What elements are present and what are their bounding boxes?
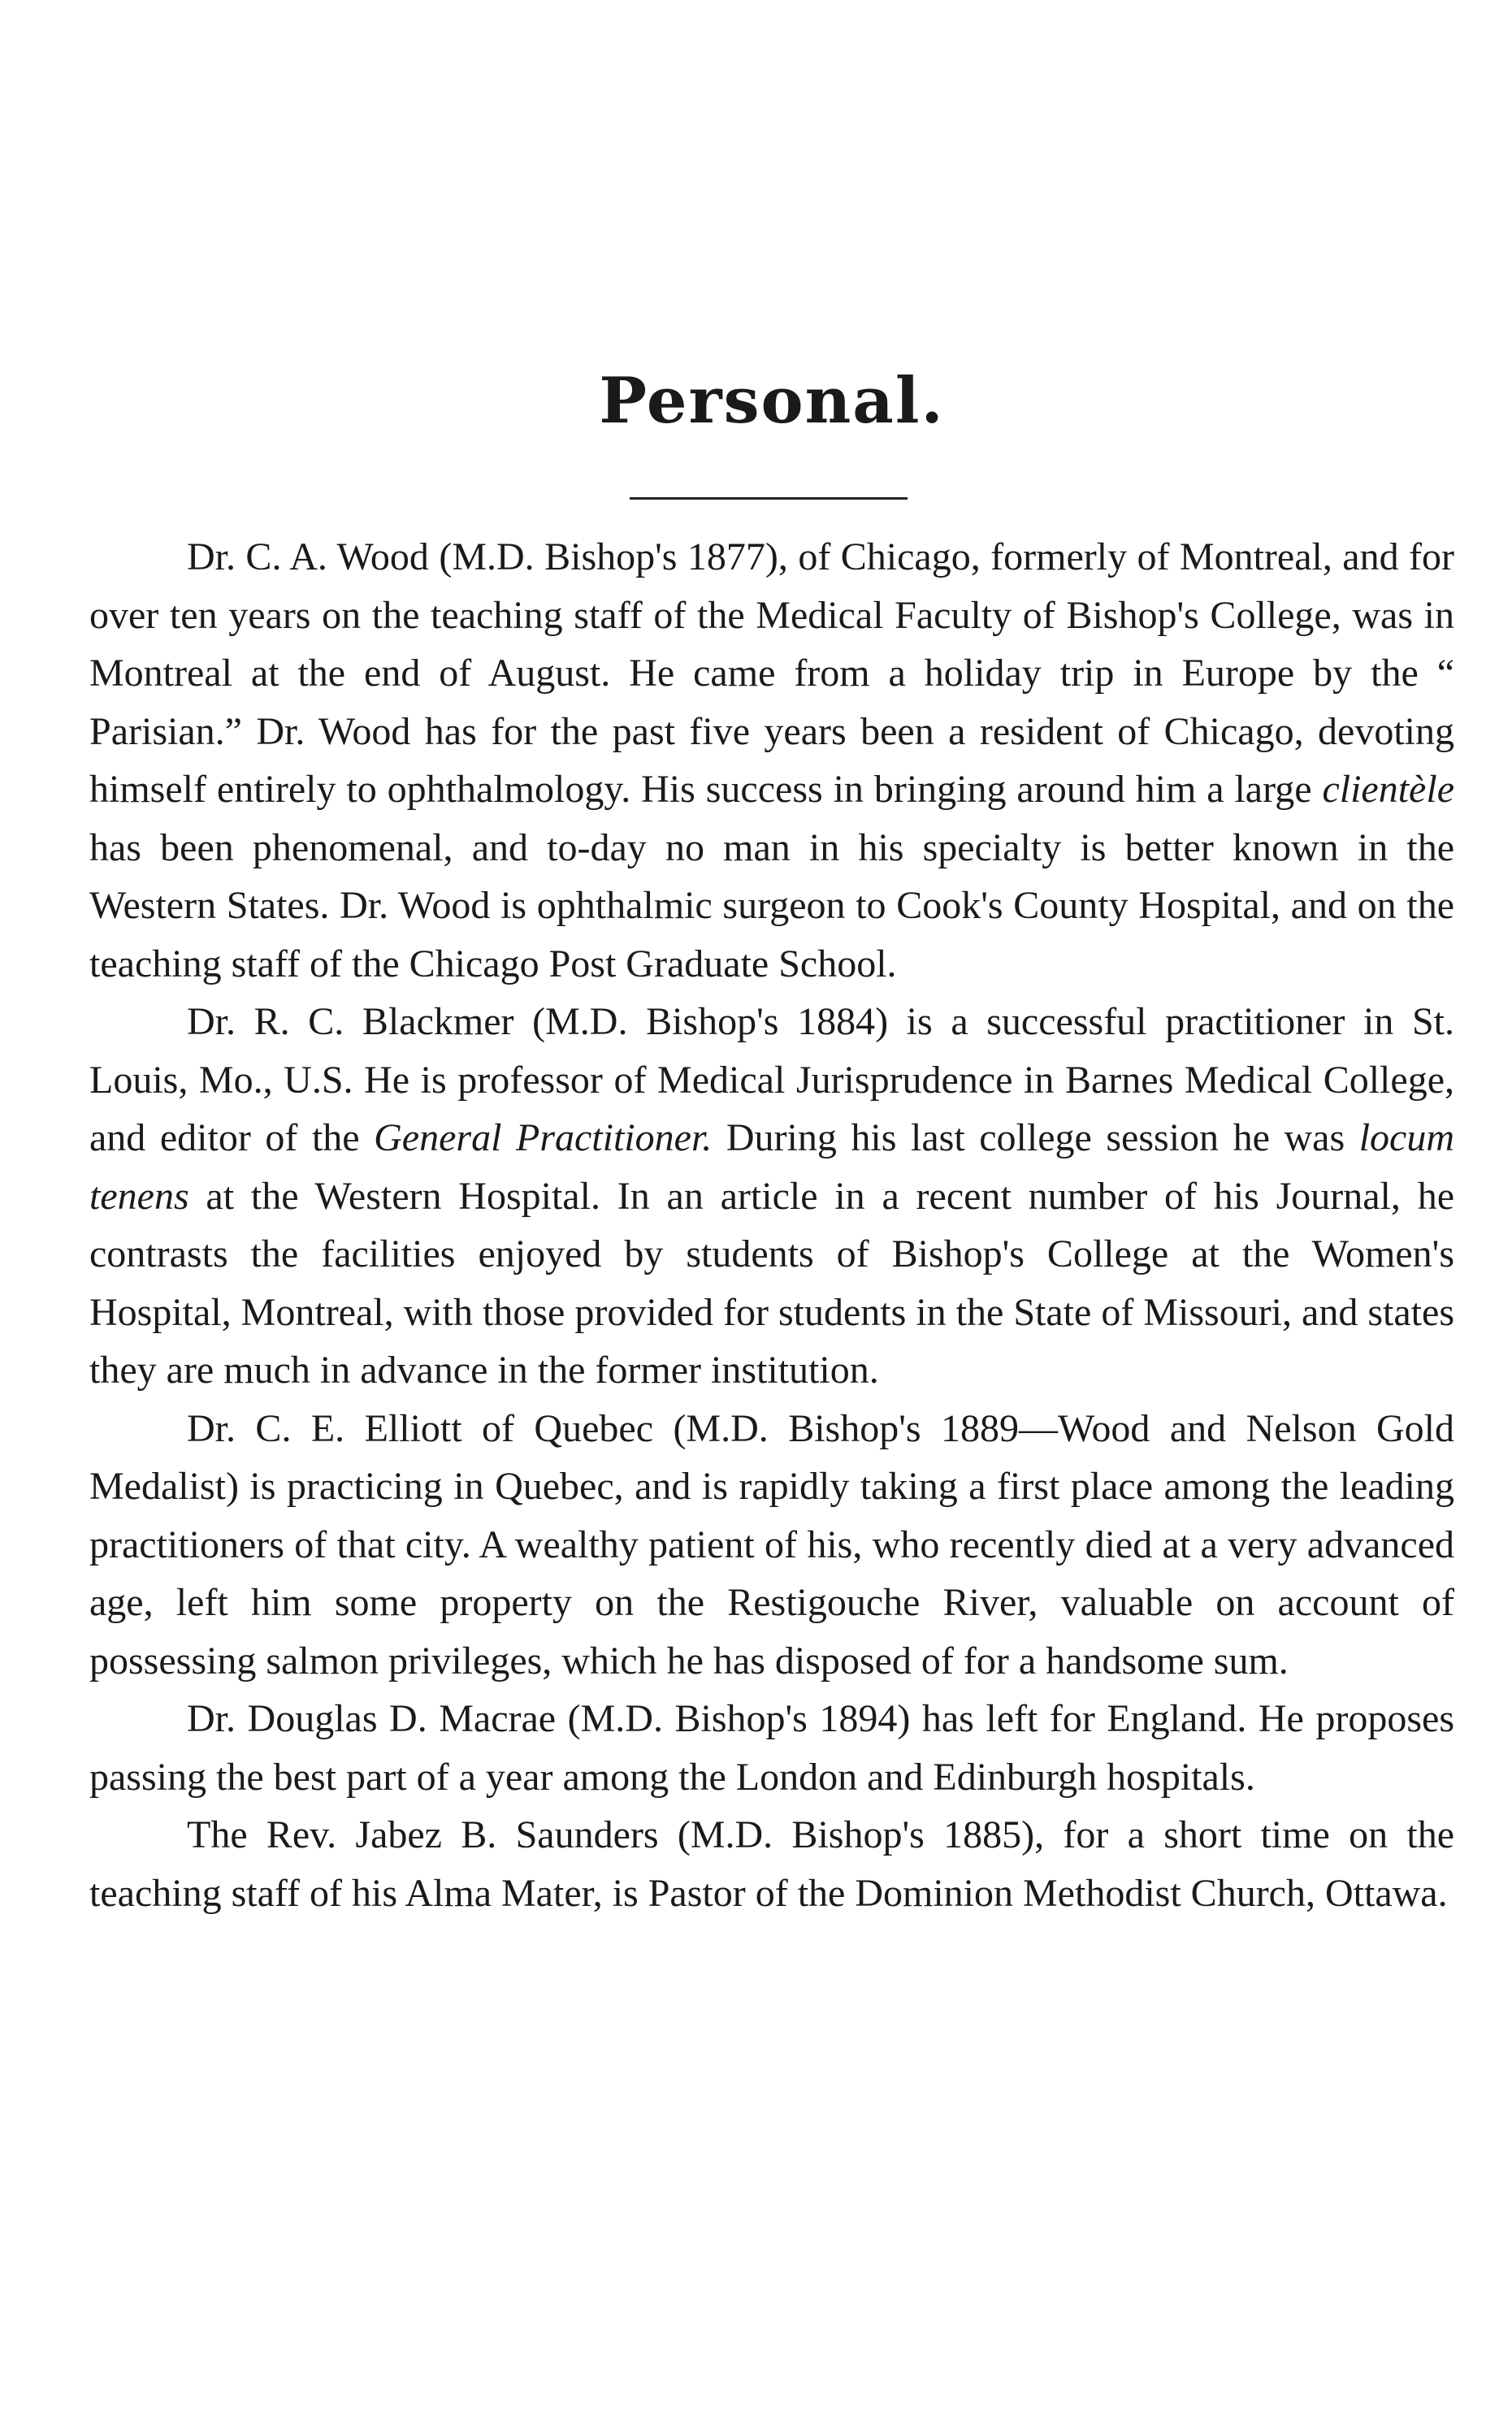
article-body xyxy=(89,528,1454,1922)
paragraph-saunders xyxy=(89,1806,1454,1922)
paragraph-text: Dr. C. A. Wood (M.D. Bishop's 1877), of Chicago, formerly of Montreal, and for over ten years on the teaching staff of the Medical Faculty of Bishop's College, was in Montreal at the end of August. He came from a holiday trip in Europe by the “ Parisian.” Dr. Wood has for the past five years been a resident of Chicago, devoting himself entirely to ophthalmology. His success in bringing around him a large xyxy=(89,535,1454,811)
paragraph-macrae xyxy=(89,1690,1454,1806)
paragraph-text: at the Western Hospital. In an article in a recent number of his Journal, he contrasts the facilities enjoyed by students of Bishop's College at the Women's Hospital, Montreal, with those provided for students in the State of Missouri, and states they are much in advance in the former institution. xyxy=(89,1174,1454,1392)
paragraph-text: During his last college session he was xyxy=(712,1116,1359,1159)
paragraph-text: Dr. R. C. Blackmer (M.D. Bishop's 1884) is a successful practitioner in St. Louis, Mo., U.S. He is professor of Medical Jurisprudence in Barnes Medical College, and editor of the xyxy=(89,1000,1454,1159)
paragraph-wood xyxy=(89,528,1454,993)
italic-title: General Practitioner. xyxy=(374,1116,713,1159)
title-divider xyxy=(630,497,908,500)
paragraph-text: The Rev. Jabez B. Saunders (M.D. Bishop's 1885), for a short time on the teaching staff of his Alma Mater, is Pastor of the Dominion Methodist Church, Ottawa. xyxy=(89,1813,1454,1915)
paragraph-text: Dr. Douglas D. Macrae (M.D. Bishop's 1894) has left for England. He proposes passing the best part of a year among the London and Edinburgh hospitals. xyxy=(89,1697,1454,1799)
paragraph-text: Dr. C. E. Elliott of Quebec (M.D. Bishop's 1889—Wood and Nelson Gold Medalist) is practicing in Quebec, and is rapidly taking a first place among the leading practitioners of that city. A wealthy patient of his, who recently died at a very advanced age, left him some property on the Restigouche River, valuable on account of possessing salmon privileges, which he has disposed of for a handsome sum. xyxy=(89,1406,1454,1683)
italic-term: clientèle xyxy=(1322,768,1454,811)
italic-term: locum tenens xyxy=(89,1116,1454,1218)
paragraph-blackmer xyxy=(89,993,1454,1400)
paragraph-text: has been phenomenal, and to-day no man in his specialty is better known in the Western States. Dr. Wood is ophthalmic surgeon to Cook's County Hospital, and on the teaching staff of the Chicago Post Graduate School. xyxy=(89,825,1454,985)
page-title: Personal. xyxy=(599,364,945,438)
paragraph-elliott xyxy=(89,1400,1454,1691)
